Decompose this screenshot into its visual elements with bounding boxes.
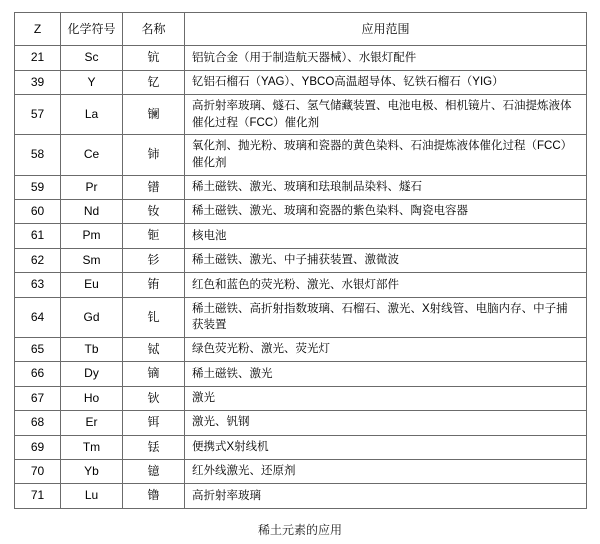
table-header-row <box>15 13 587 46</box>
cell-name: 镥 <box>123 484 185 508</box>
cell-z: 70 <box>15 459 61 483</box>
table-row <box>15 94 587 134</box>
cell-z: 65 <box>15 337 61 361</box>
table-row <box>15 362 587 386</box>
cell-symbol: Y <box>61 70 123 94</box>
table-row <box>15 459 587 483</box>
cell-symbol: Ho <box>61 386 123 410</box>
cell-use: 激光、钒钢 <box>185 411 587 435</box>
cell-z: 57 <box>15 94 61 134</box>
table-caption: 稀土元素的应用 <box>257 522 342 537</box>
cell-symbol: Gd <box>61 297 123 337</box>
cell-z: 62 <box>15 248 61 272</box>
cell-z: 63 <box>15 273 61 297</box>
cell-z: 59 <box>15 175 61 199</box>
cell-z: 60 <box>15 200 61 224</box>
cell-use: 稀土磁铁、激光、中子捕获装置、激微波 <box>185 248 587 272</box>
cell-name: 钐 <box>123 248 185 272</box>
table-row <box>15 46 587 70</box>
cell-symbol: Pr <box>61 175 123 199</box>
cell-name: 铽 <box>123 337 185 361</box>
table-row <box>15 224 587 248</box>
cell-symbol: Pm <box>61 224 123 248</box>
table-row <box>15 175 587 199</box>
cell-z: 68 <box>15 411 61 435</box>
cell-name: 钬 <box>123 386 185 410</box>
table-row <box>15 386 587 410</box>
cell-symbol: Sm <box>61 248 123 272</box>
cell-z: 67 <box>15 386 61 410</box>
cell-use: 铝钪合金（用于制造航天器械）、水银灯配件 <box>185 46 587 70</box>
cell-name: 钆 <box>123 297 185 337</box>
cell-use: 钇铝石榴石（YAG）、YBCO高温超导体、钇铁石榴石（YIG） <box>185 70 587 94</box>
table-row <box>15 297 587 337</box>
cell-name: 钇 <box>123 70 185 94</box>
cell-name: 镱 <box>123 459 185 483</box>
table-row <box>15 435 587 459</box>
cell-name: 铈 <box>123 135 185 175</box>
cell-name: 钷 <box>123 224 185 248</box>
cell-use: 红色和蓝色的荧光粉、激光、水银灯部件 <box>185 273 587 297</box>
table-row <box>15 273 587 297</box>
cell-use: 激光 <box>185 386 587 410</box>
rare-earth-elements-table <box>14 12 587 509</box>
cell-name: 铒 <box>123 411 185 435</box>
cell-symbol: Lu <box>61 484 123 508</box>
table-header <box>15 13 587 46</box>
cell-symbol: Nd <box>61 200 123 224</box>
cell-name: 钕 <box>123 200 185 224</box>
cell-symbol: Er <box>61 411 123 435</box>
cell-symbol: Sc <box>61 46 123 70</box>
cell-symbol: Tm <box>61 435 123 459</box>
column-header-use: 应用范围 <box>185 13 587 46</box>
table-row <box>15 411 587 435</box>
cell-symbol: Dy <box>61 362 123 386</box>
cell-use: 氧化剂、抛光粉、玻璃和瓷器的黄色染料、石油提炼液体催化过程（FCC）催化剂 <box>185 135 587 175</box>
cell-z: 71 <box>15 484 61 508</box>
cell-use: 核电池 <box>185 224 587 248</box>
table-row <box>15 337 587 361</box>
cell-name: 镨 <box>123 175 185 199</box>
table-row <box>15 484 587 508</box>
cell-symbol: Yb <box>61 459 123 483</box>
cell-use: 绿色荧光粉、激光、荧光灯 <box>185 337 587 361</box>
cell-name: 镝 <box>123 362 185 386</box>
cell-name: 镧 <box>123 94 185 134</box>
cell-symbol: Tb <box>61 337 123 361</box>
table-row <box>15 200 587 224</box>
table-row <box>15 70 587 94</box>
column-header-z: Z <box>15 13 61 46</box>
cell-name: 铕 <box>123 273 185 297</box>
cell-symbol: Eu <box>61 273 123 297</box>
table-body <box>15 46 587 509</box>
column-header-symbol: 化学符号 <box>61 13 123 46</box>
cell-use: 稀土磁铁、激光 <box>185 362 587 386</box>
cell-use: 便携式X射线机 <box>185 435 587 459</box>
cell-name: 铥 <box>123 435 185 459</box>
cell-use: 高折射率玻璃 <box>185 484 587 508</box>
cell-z: 39 <box>15 70 61 94</box>
cell-use: 稀土磁铁、激光、玻璃和珐琅制品染料、燧石 <box>185 175 587 199</box>
cell-z: 58 <box>15 135 61 175</box>
cell-use: 红外线激光、还原剂 <box>185 459 587 483</box>
table-row <box>15 248 587 272</box>
cell-z: 61 <box>15 224 61 248</box>
cell-z: 66 <box>15 362 61 386</box>
cell-symbol: Ce <box>61 135 123 175</box>
cell-use: 高折射率玻璃、燧石、氢气储藏装置、电池电极、相机镜片、石油提炼液体催化过程（FCC）催化剂 <box>185 94 587 134</box>
cell-z: 64 <box>15 297 61 337</box>
cell-z: 21 <box>15 46 61 70</box>
table-row <box>15 135 587 175</box>
cell-use: 稀土磁铁、激光、玻璃和瓷器的紫色染料、陶瓷电容器 <box>185 200 587 224</box>
cell-symbol: La <box>61 94 123 134</box>
column-header-name: 名称 <box>123 13 185 46</box>
cell-name: 钪 <box>123 46 185 70</box>
cell-use: 稀土磁铁、高折射指数玻璃、石榴石、激光、X射线管、电脑内存、中子捕获装置 <box>185 297 587 337</box>
cell-z: 69 <box>15 435 61 459</box>
